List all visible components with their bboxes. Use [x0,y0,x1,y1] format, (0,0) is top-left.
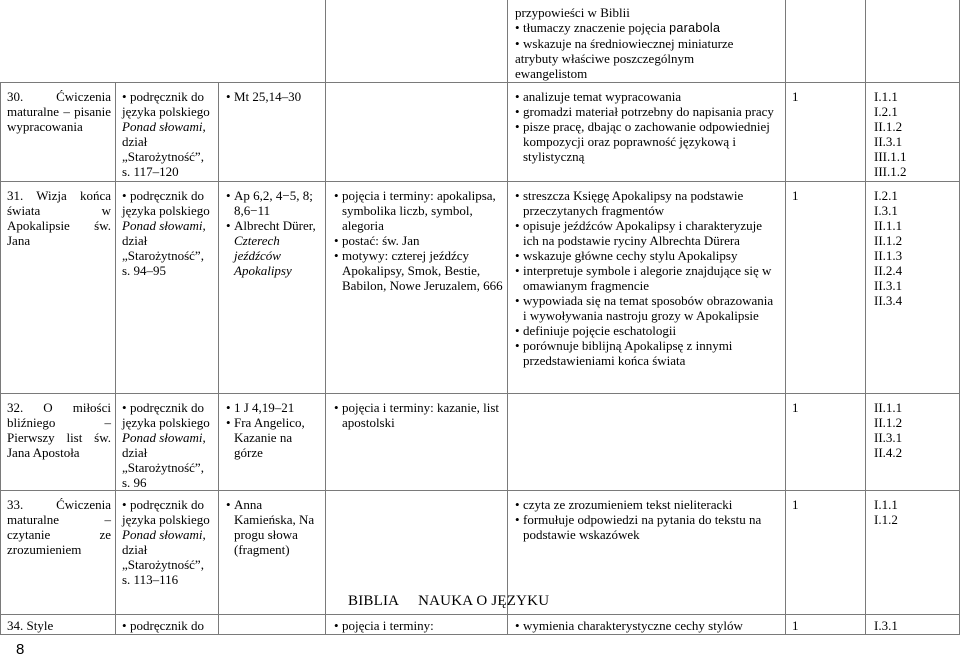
goal-item: • definiuje pojęcie eschatologii [515,323,777,338]
concepts-cell [334,188,504,293]
concept-item: • pojęcia i terminy: apokalipsa, symbolika liczb, symbol, alegoria [334,188,504,233]
textbook-pages: s. 117–120 [122,164,179,179]
req-code: II.3.1 [874,430,903,445]
goal-item: • streszcza Księgę Apokalipsy na podstawie przeczytanych fragmentów [515,188,777,218]
req-code: II.1.1 [874,218,903,233]
row-separator [0,181,960,182]
textbook-ref [122,400,216,490]
hours-cell: 1 [792,400,799,415]
hours-cell: 1 [792,188,799,203]
req-code: I.2.1 [874,188,898,203]
goal-item: • opisuje jeźdźców Apokalipsy i charakteryzuje ich na podstawie ryciny Albrechta Dürera [515,218,777,248]
goal-item: • tłumaczy znaczenie pojęcia parabola [515,20,777,36]
column-separator [785,0,786,634]
text-item: • Fra Angelico, Kazanie na górze [226,415,322,460]
column-separator [865,0,866,634]
row-separator [0,634,960,635]
requirements-cell: I.3.1 [874,618,898,633]
texts-cell [226,497,322,557]
req-code: II.1.1 [874,400,903,415]
row-separator [0,490,960,491]
text-item [226,218,322,278]
goal-text: atrybuty właściwe poszczególnym [515,51,695,66]
goals-continuation [515,5,777,81]
goal-item: • porównuje biblijną Apokalipsę z innymi przedstawieniami końca świata [515,338,777,368]
row-separator [0,393,960,394]
textbook-section: „Starożytność”, [122,460,204,475]
lesson-title: 33. Ćwiczenia maturalne – czytanie ze zrozumieniem [7,497,111,557]
row-separator [0,614,960,615]
req-code: III.1.1 [874,149,907,164]
column-separator [115,82,116,634]
textbook-pages: s. 96 [122,475,147,490]
textbook-line: • podręcznik do [122,400,216,415]
goal-item: • formułuje odpowiedzi na pytania do tekstu na podstawie wskazówek [515,512,777,542]
goal-item: • gromadzi materiał potrzebny do napisania pracy [515,104,777,119]
column-separator [218,82,219,634]
goal-text: przypowieści w Biblii [515,5,630,20]
column-separator [507,0,508,634]
lesson-title: 34. Style [7,618,54,633]
req-code: II.1.2 [874,233,903,248]
textbook-line: • podręcznik do [122,618,204,633]
textbook-ref [122,89,216,179]
textbook-line: • podręcznik do [122,497,216,512]
req-code: II.2.4 [874,263,903,278]
text-item-full: Albrecht Dürer, Czterech jeźdźców Apokalipsy [234,218,316,278]
requirements-cell [874,188,954,308]
goal-item: • interpretuje symbole i alegorie znajdujące się w omawianym fragmencie [515,263,777,293]
requirements-cell [874,89,954,179]
textbook-line: dział [122,134,148,149]
textbook-ref [122,188,216,278]
text-item: • Ap 6,2, 4−5, 8; 8,6−11 [226,188,322,218]
goal-item: • analizuje temat wypracowania [515,89,777,104]
goals-cell [515,618,743,633]
hours-cell: 1 [792,89,799,104]
textbook-section: „Starożytność”, [122,149,204,164]
textbook-ref [122,497,216,587]
textbook-ref [122,618,204,633]
text-item: • Mt 25,14–30 [226,89,322,104]
page-number: 8 [16,641,25,658]
lesson-title: 31. Wizja końca świata w Apokalipsie św. Jana [7,188,111,248]
req-code: I.1.1 [874,89,898,104]
goal-item: • czyta ze zrozumieniem tekst nieliteracki [515,497,777,512]
textbook-line: języka polskiego [122,104,210,119]
requirements-cell [874,497,954,527]
textbook-pages: s. 94–95 [122,263,167,278]
goal-item: • wymienia charakterystyczne cechy stylów [515,618,743,633]
column-separator [0,82,1,634]
req-code: II.1.2 [874,415,903,430]
requirements-cell [874,400,954,460]
goal-item: • wskazuje na średniowiecznej miniaturze [515,36,777,51]
textbook-line: języka polskiego [122,512,210,527]
lesson-title: 32. O miłości bliźniego – Pierwszy list św. Jana Apostoła [7,400,111,460]
concepts-cell [334,400,504,430]
concept-item: • pojęcia i terminy: [334,618,434,633]
req-code: I.3.1 [874,203,898,218]
column-separator [325,0,326,634]
req-code: II.3.1 [874,134,903,149]
textbook-title: Ponad słowami, [122,527,206,542]
req-code: II.1.2 [874,119,903,134]
req-code: I.1.2 [874,512,898,527]
lesson-title: 30. Ćwiczenia maturalne – pisanie wypracowania [7,89,111,134]
textbook-pages: s. 113–116 [122,572,179,587]
req-code: II.1.3 [874,248,903,263]
text-item: • Anna Kamieńska, Na progu słowa (fragment) [226,497,322,557]
textbook-line: dział [122,445,148,460]
req-code: I.2.1 [874,104,898,119]
textbook-section: „Starożytność”, [122,248,204,263]
goal-item: • pisze pracę, dbając o zachowanie odpowiedniej kompozycji oraz poprawność językową i stylistyczną [515,119,777,164]
goals-cell [515,188,777,368]
textbook-line: dział [122,542,148,557]
text-item: • 1 J 4,19–21 [226,400,322,415]
textbook-title: Ponad słowami, [122,430,206,445]
req-code: II.4.2 [874,445,903,460]
textbook-line: języka polskiego [122,203,210,218]
row-separator [0,82,960,83]
texts-cell [226,400,322,460]
req-code: II.3.1 [874,278,903,293]
textbook-line: dział [122,233,148,248]
req-code: II.3.4 [874,293,903,308]
section-heading: BIBLIA NAUKA O JĘZYKU [348,593,550,609]
textbook-section: „Starożytność”, [122,557,204,572]
textbook-title: Ponad słowami, [122,218,206,233]
textbook-line: języka polskiego [122,415,210,430]
goals-cell [515,497,777,542]
hours-cell: 1 [792,618,799,633]
concept-item: • pojęcia i terminy: kazanie, list apostolski [334,400,504,430]
goal-item: • wskazuje główne cechy stylu Apokalipsy [515,248,777,263]
concept-item: • motywy: czterej jeźdźcy Apokalipsy, Smok, Bestie, Babilon, Nowe Jeruzalem, 666 [334,248,504,293]
concepts-cell [334,618,434,633]
texts-cell [226,188,322,278]
goals-cell [515,89,777,164]
req-code: I.1.1 [874,497,898,512]
goal-text: ewangelistom [515,66,588,81]
textbook-line: • podręcznik do [122,89,216,104]
req-code: III.1.2 [874,164,907,179]
textbook-line: • podręcznik do [122,188,216,203]
concept-item: • postać: św. Jan [334,233,504,248]
goal-item: • wypowiada się na temat sposobów obrazowania i wywoływania nastroju grozy w Apokalipsie [515,293,777,323]
hours-cell: 1 [792,497,799,512]
texts-cell [226,89,322,104]
textbook-title: Ponad słowami, [122,119,206,134]
